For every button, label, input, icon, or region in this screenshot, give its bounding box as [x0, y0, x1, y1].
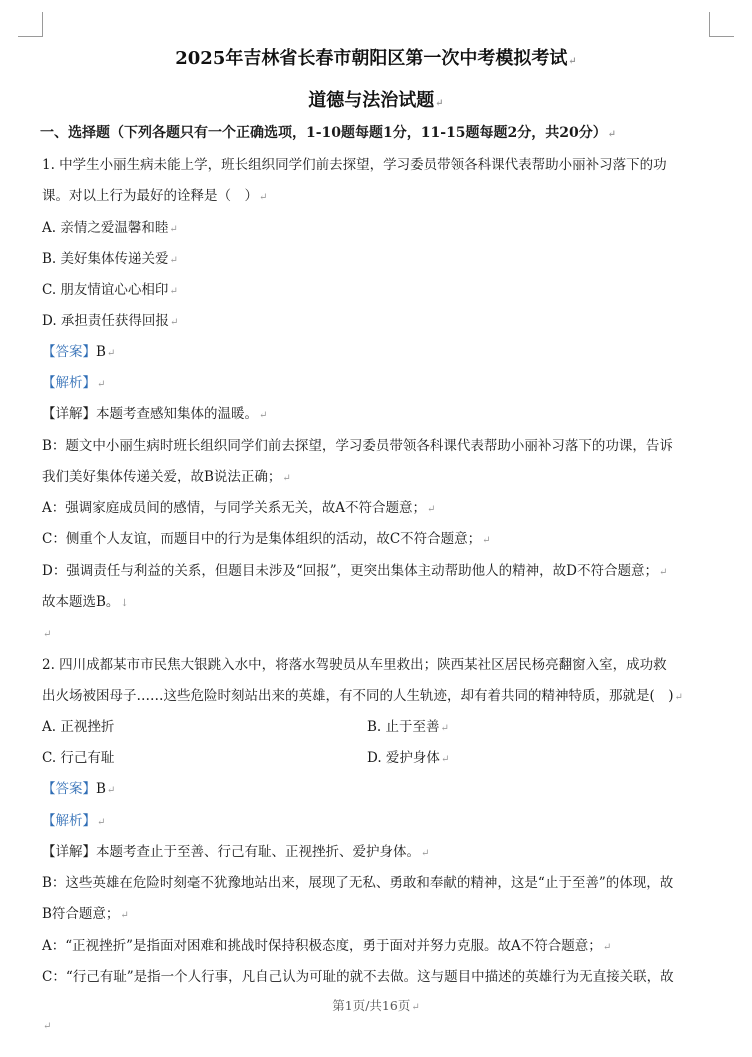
q1-option-b [42, 250, 178, 270]
paragraph-mark-icon: ↵ [674, 692, 683, 703]
q2-stem-line2 [42, 687, 683, 707]
q2-detail [42, 843, 429, 863]
paragraph-mark-icon: ↵ [658, 567, 668, 578]
q1-stem-line2-text: 课。对以上行为最好的诠释是（ ） [42, 188, 258, 204]
paragraph-mark-icon: ↵ [259, 192, 268, 203]
crop-mark-top-left [18, 12, 43, 37]
document-subtitle-text: 道德与法治试题 [308, 90, 435, 111]
paragraph-mark-icon: ↵ [568, 56, 577, 67]
document-title [0, 44, 752, 70]
paragraph-mark-icon: ↵ [97, 817, 106, 828]
page-number: 第1页/共16页 [332, 998, 411, 1013]
q1-explain-line5-text: D：强调责任与利益的关系，但题目未涉及“回报”，更突出集体主动帮助他人的精神，故D不符合题意； [42, 563, 658, 579]
q2-option-a: A. 正视挫折 [42, 719, 115, 735]
paragraph-mark-icon: ↵ [411, 1002, 420, 1013]
q1-option-b-text: B. 美好集体传递关爱 [42, 251, 169, 267]
q1-explain-line4-text: C：侧重个人友谊，而题目中的行为是集体组织的活动，故C不符合题意； [42, 531, 482, 547]
line-break-mark-icon: ↓ [120, 598, 129, 609]
q1-option-d [42, 312, 178, 332]
q1-explain-line6 [42, 593, 129, 613]
paragraph-mark-icon: ↵ [169, 224, 178, 235]
q1-explain-line5 [42, 562, 667, 582]
paragraph-mark-icon: ↵ [97, 379, 106, 390]
q1-explain-line6-text: 故本题选B。 [42, 594, 120, 610]
q2-explain-line2 [42, 905, 129, 925]
section-heading-text: 一、选择题（下列各题只有一个正确选项，1-10题每题1分，11-15题每题2分，共20分） [40, 125, 607, 141]
q1-analysis [42, 374, 105, 394]
paragraph-mark-icon: ↵ [607, 129, 617, 140]
paragraph-mark-icon: ↵ [421, 848, 430, 859]
q1-explain-line2-text: 我们美好集体传递关爱，故B说法正确； [42, 469, 282, 485]
q2-detail-text: 本题考查止于至善、行己有耻、正视挫折、爱护身体。 [96, 844, 420, 860]
paragraph-mark-icon: ↵ [427, 504, 436, 515]
q1-option-c-text: C. 朋友情谊心心相印 [42, 282, 169, 298]
q2-explain-line1: B：这些英雄在危险时刻毫不犹豫地站出来，展现了无私、勇敢和奉献的精神，这是“止于至善”的体现，故 [42, 875, 674, 891]
paragraph-mark-icon: ↵ [169, 255, 178, 266]
q2-answer [42, 780, 115, 800]
q1-answer-label: 【答案】 [42, 344, 96, 360]
q1-explain-line3-text: A：强调家庭成员间的感情，与同学关系无关，故A不符合题意； [42, 500, 426, 516]
q1-stem-line1: 1. 中学生小丽生病未能上学，班长组织同学们前去探望，学习委员带领各科课代表帮助小丽补习落下的功 [42, 157, 667, 173]
empty-paragraph [42, 624, 51, 644]
q1-option-d-text: D. 承担责任获得回报 [42, 313, 169, 329]
document-title-text: 2025年吉林省长春市朝阳区第一次中考模拟考试 [175, 48, 568, 69]
q1-option-a [42, 219, 178, 239]
q2-option-c: C. 行己有耻 [42, 750, 115, 766]
page-footer [0, 996, 752, 1014]
q1-stem-line2 [42, 187, 267, 207]
q1-option-c [42, 281, 178, 301]
q2-explain-line2-text: B符合题意； [42, 906, 120, 922]
q2-explain-line3 [42, 937, 611, 957]
q2-option-b [367, 718, 449, 738]
q1-answer-value: B [96, 344, 106, 360]
q2-answer-label: 【答案】 [42, 781, 96, 797]
q1-detail-text: 本题考查感知集体的温暖。 [96, 406, 258, 422]
paragraph-mark-icon: ↵ [259, 410, 268, 421]
paragraph-mark-icon: ↵ [435, 98, 444, 109]
q1-detail [42, 405, 267, 425]
paragraph-mark-icon: ↵ [440, 754, 450, 765]
paragraph-mark-icon: ↵ [169, 317, 179, 328]
q1-answer [42, 343, 115, 363]
q2-answer-value: B [96, 781, 106, 797]
q2-option-d-text: D. 爱护身体 [367, 750, 440, 766]
q2-explain-line3-text: A：“正视挫折”是指面对困难和挑战时保持积极态度，勇于面对并努力克服。故A不符合题意； [42, 938, 602, 954]
paragraph-mark-icon: ↵ [282, 473, 291, 484]
paragraph-mark-icon: ↵ [106, 785, 116, 796]
q2-option-d [367, 749, 449, 769]
q1-explain-line3 [42, 499, 435, 519]
q1-detail-label: 【详解】 [42, 406, 96, 422]
paragraph-mark-icon: ↵ [120, 910, 129, 921]
document-subtitle [0, 86, 752, 112]
q1-explain-line2 [42, 468, 291, 488]
crop-mark-top-right [709, 12, 734, 37]
paragraph-mark-icon: ↵ [169, 286, 178, 297]
q2-analysis [42, 812, 105, 832]
paragraph-mark-icon: ↵ [482, 535, 491, 546]
q2-detail-label: 【详解】 [42, 844, 96, 860]
paragraph-mark-icon: ↵ [602, 942, 612, 953]
q2-stem-line2-text: 出火场被困母子……这些危险时刻站出来的英雄，有不同的人生轨迹，却有着共同的精神特质，那就是( ) [42, 688, 674, 704]
q1-option-a-text: A. 亲情之爱温馨和睦 [42, 220, 169, 236]
paragraph-mark-icon: ↵ [440, 723, 449, 734]
paragraph-mark-icon: ↵ [43, 629, 52, 640]
q2-analysis-label: 【解析】 [42, 813, 96, 829]
paragraph-mark-icon: ↵ [43, 1021, 52, 1032]
q2-option-b-text: B. 止于至善 [367, 719, 440, 735]
q2-explain-line4: C：“行己有耻”是指一个人行事，凡自己认为可耻的就不去做。这与题目中描述的英雄行为无直接关联，故 [42, 969, 674, 985]
q1-explain-line4 [42, 530, 491, 550]
q2-stem-line1: 2. 四川成都某市市民焦大银跳入水中，将落水驾驶员从车里救出；陕西某社区居民杨亮翻窗入室，成功救 [42, 657, 667, 673]
paragraph-mark-icon: ↵ [106, 348, 116, 359]
empty-paragraph [42, 1016, 51, 1036]
q1-analysis-label: 【解析】 [42, 375, 96, 391]
q1-explain-line1: B：题文中小丽生病时班长组织同学们前去探望，学习委员带领各科课代表帮助小丽补习落下的功课，告诉 [42, 438, 673, 454]
section-heading [40, 124, 616, 144]
